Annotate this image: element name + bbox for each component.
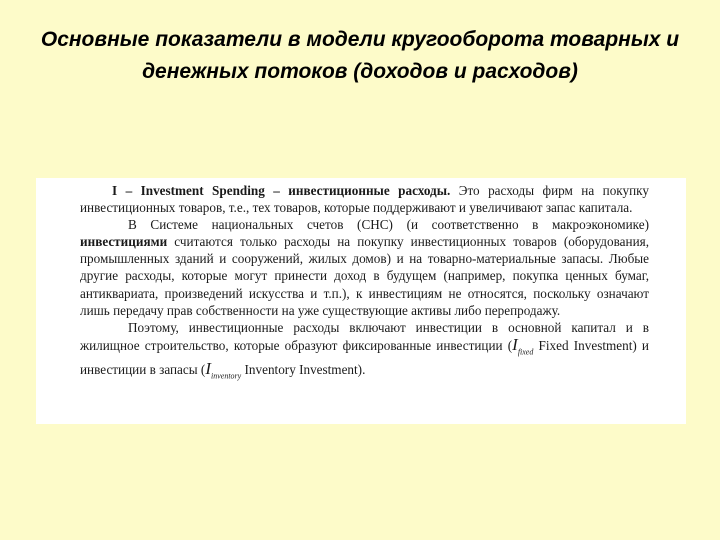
term-investment-spending: I – Investment Spending – инвестиционные расходы. (112, 183, 451, 198)
term-investments: инвестициями (80, 234, 168, 250)
scanned-text-excerpt (36, 178, 686, 424)
paragraph-sna-investments (80, 216, 649, 319)
types-text-3: Inventory Investment). (241, 362, 366, 378)
slide-title: Основные показатели в модели кругооборота товарных и денежных потоков (доходов и расходов) (40, 28, 680, 83)
sna-intro-text: В Системе национальных счетов (СНС) (и соответственно в макроэкономике) (128, 217, 649, 233)
sna-body-text: считаются только расходы на покупку инвестиционных товаров (оборудования, промышленных зданий и сооружений, жилых домов) и на товарно-материальные запасы. Любые другие расходы, которые могут принести доход в будущем (например, покупка ценных бумаг, антиквариата, произведений искусства и т.п.), к инвестициям не относятся, поскольку означают лишь передачу прав собственности на уже существующие активы либо перепродажу. (80, 234, 649, 318)
inventory-investment-symbol: $I_{inventory}$ (205, 359, 242, 381)
fixed-investment-symbol: $I_{fixed}$ (512, 334, 534, 357)
types-text-1: Поэтому, инвестиционные расходы включают инвестиции в основной капитал и в жилищное строительство, которые образуют фиксированные инвестиции ( (80, 319, 649, 353)
paragraph-investment-definition (80, 182, 649, 216)
types-text-2: Fixed Investment) и инвестиции в запасы ( (80, 337, 649, 378)
paragraph-investment-types (80, 319, 649, 385)
inventory-subscript: inventory (211, 371, 242, 381)
definition-text: Это расходы фирм на покупку инвестиционных товаров, т.е., тех товаров, которые поддерживают и увеличивают запас капитала. (80, 183, 649, 216)
fixed-subscript: fixed (517, 347, 534, 357)
